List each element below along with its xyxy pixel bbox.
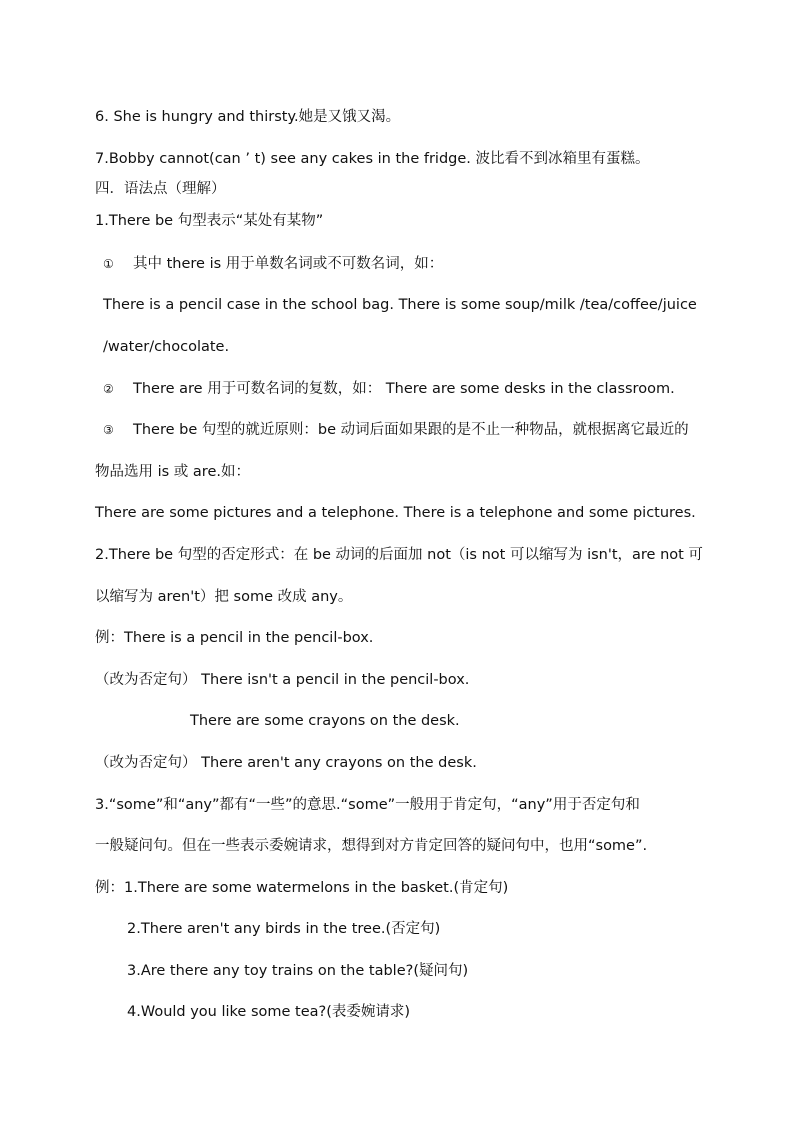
example-line: （改为否定句） There aren't any crayons on the desk.	[95, 755, 477, 771]
section-heading-grammar: 四．语法点（理解）	[95, 181, 226, 197]
example-line: 例：1.There are some watermelons in the basket.(肯定句)	[95, 880, 509, 896]
example-line: 2.There aren't any birds in the tree.(否定句)	[127, 921, 441, 937]
example-line: 例：There is a pencil in the pencil-box.	[95, 630, 374, 646]
example-line: 4.Would you like some tea?(表委婉请求)	[127, 1004, 411, 1020]
rule-item-3	[103, 420, 689, 440]
example-line: 3.Are there any toy trains on the table?(疑问句)	[127, 963, 469, 979]
circled-number-marker: ②	[103, 382, 114, 396]
rule-item-2	[103, 379, 675, 399]
circled-number-marker: ①	[103, 257, 114, 271]
example-line: There are some pictures and a telephone. There is a telephone and some pictures.	[95, 505, 696, 521]
rule-text: There are 用于可数名词的复数，如： There are some desks in the classroom.	[133, 381, 675, 397]
point-3-continued: 一般疑问句。但在一些表示委婉请求，想得到对方肯定回答的疑问句中，也用“some”.	[95, 838, 648, 854]
rule-text: There be 句型的就近原则：be 动词后面如果跟的是不止一种物品，就根据离它最近的	[133, 422, 689, 438]
point-2-title: 2.There be 句型的否定形式：在 be 动词的后面加 not（is not 可以缩写为 isn't，are not 可	[95, 547, 703, 563]
example-line: There is a pencil case in the school bag. There is some soup/milk /tea/coffee/juice	[103, 297, 697, 313]
point-3-title: 3.“some”和“any”都有“一些”的意思.“some”一般用于肯定句，“any”用于否定句和	[95, 797, 640, 813]
example-line: There are some crayons on the desk.	[190, 713, 460, 729]
example-line: （改为否定句） There isn't a pencil in the pencil-box.	[95, 672, 470, 688]
sentence-6: 6. She is hungry and thirsty.她是又饿又渴。	[95, 109, 401, 125]
rule-text-continued: 物品选用 is 或 are.如：	[95, 464, 250, 480]
rule-item-1	[103, 254, 443, 274]
sentence-7: 7.Bobby cannot(can ’ t) see any cakes in the fridge. 波比看不到冰箱里有蛋糕。	[95, 151, 650, 167]
point-2-continued: 以缩写为 aren't）把 some 改成 any。	[95, 589, 353, 605]
rule-text: 其中 there is 用于单数名词或不可数名词，如：	[133, 256, 444, 272]
example-line: /water/chocolate.	[103, 339, 230, 355]
circled-number-marker: ③	[103, 423, 114, 437]
point-1-title: 1.There be 句型表示“某处有某物”	[95, 213, 324, 229]
